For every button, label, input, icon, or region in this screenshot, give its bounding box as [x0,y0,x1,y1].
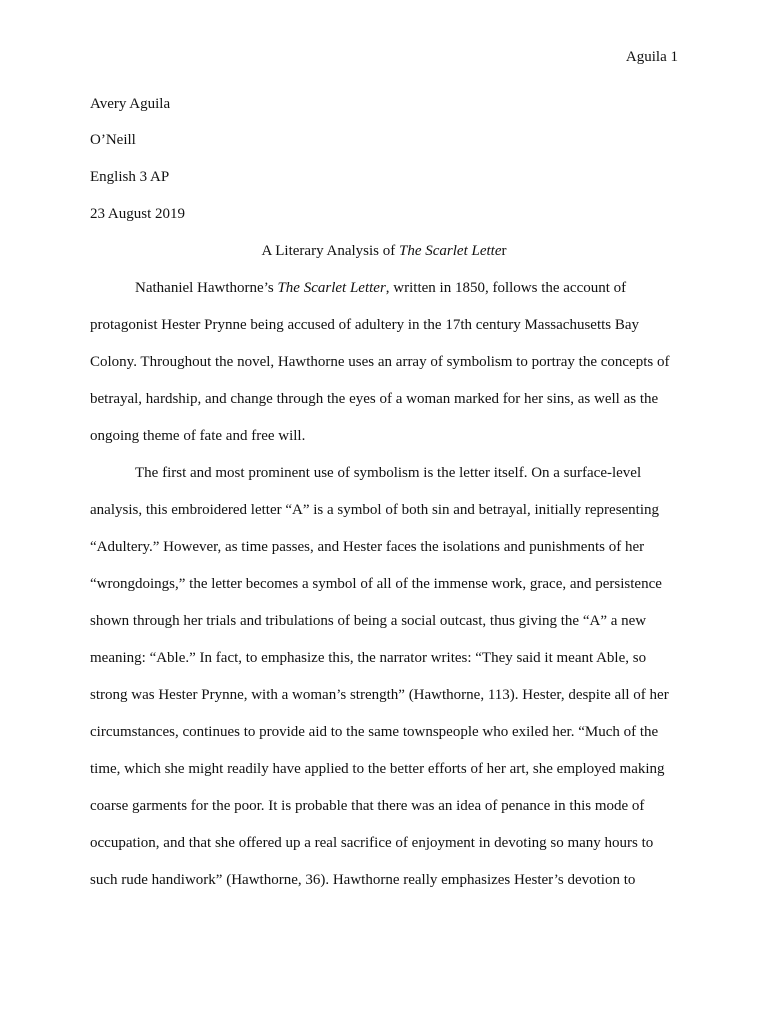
page-header: Aguila 1 [625,49,678,65]
paragraph-2-line-11: occupation, and that she offered up a real sacrifice of enjoyment in devoting so many hours to [90,835,654,851]
paragraph-2-line-2: analysis, this embroidered letter “A” is a symbol of both sin and betrayal, initially representing [90,502,660,518]
student-name: Avery Aguila [90,96,171,112]
paragraph-1-line-3: Colony. Throughout the novel, Hawthorne uses an array of symbolism to portray the concepts of [90,354,670,370]
title-prefix: A Literary Analysis of [261,243,399,259]
paragraph-2-line-3: “Adultery.” However, as time passes, and Hester faces the isolations and punishments of her [90,539,645,555]
title-suffix: r [501,243,507,259]
paragraph-2-line-8: circumstances, continues to provide aid to the same townspeople who exiled her. “Much of the [90,724,659,740]
paragraph-1-line-4: betrayal, hardship, and change through the eyes of a woman marked for her sins, as well as the [90,391,659,407]
paragraph-2-line-9: time, which she might readily have applied to the better efforts of her art, she employed making [90,761,665,777]
paragraph-2-line-4: “wrongdoings,” the letter becomes a symbol of all of the immense work, grace, and persistence [90,576,662,592]
paragraph-1-line-5: ongoing theme of fate and free will. [90,428,306,444]
paragraph-2-line-7: strong was Hester Prynne, with a woman’s strength” (Hawthorne, 113). Hester, despite all of her [90,687,669,703]
essay-title [90,240,678,262]
course-name: English 3 AP [90,169,170,185]
paragraph-2-line-5: shown through her trials and tribulations of being a social outcast, thus giving the “A” a new [90,613,647,629]
teacher-name: O’Neill [90,132,136,148]
book-title-italic: The Scarlet Letter [277,280,386,296]
paragraph-2-line-10: coarse garments for the poor. It is probable that there was an idea of penance in this mode of [90,798,645,814]
paragraph-2-line-1: The first and most prominent use of symbolism is the letter itself. On a surface-level [135,465,642,481]
paragraph-2-line-6: meaning: “Able.” In fact, to emphasize this, the narrator writes: “They said it meant Able, so [90,650,647,666]
paragraph-2-line-12: such rude handiwork” (Hawthorne, 36). Hawthorne really emphasizes Hester’s devotion to [90,872,636,888]
paragraph-1-line-1 [90,277,688,299]
essay-date: 23 August 2019 [90,206,186,222]
text-run: Nathaniel Hawthorne’s [135,280,278,296]
text-run: , written in 1850, follows the account of [385,280,627,296]
title-book-name: The Scarlet Lette [399,243,502,259]
paragraph-1-line-2: protagonist Hester Prynne being accused of adultery in the 17th century Massachusetts Bay [90,317,640,333]
